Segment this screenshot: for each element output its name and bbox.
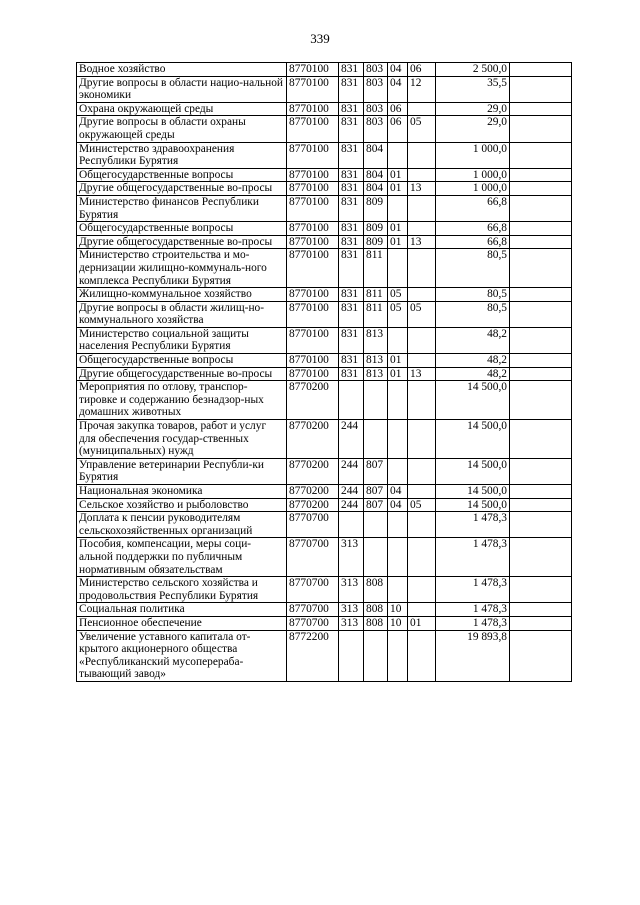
- row-vr-cell: 244: [339, 485, 364, 499]
- row-pr-cell: [408, 420, 436, 459]
- row-rz-cell: 06: [388, 116, 408, 142]
- row-csr-cell: 8770200: [287, 498, 339, 512]
- row-grbs-cell: 811: [364, 249, 388, 288]
- table-row: [77, 458, 572, 484]
- row-rz-cell: [388, 381, 408, 420]
- row-rz-cell: [388, 512, 408, 538]
- row-grbs-cell: 803: [364, 63, 388, 77]
- row-sum-cell: 1 478,3: [436, 603, 510, 617]
- table-row: [77, 301, 572, 327]
- row-pr-cell: [408, 381, 436, 420]
- row-vr-cell: 831: [339, 182, 364, 196]
- row-pr-cell: [408, 327, 436, 353]
- table-row: [77, 485, 572, 499]
- row-sum-cell: 14 500,0: [436, 498, 510, 512]
- row-empty-cell: [510, 603, 572, 617]
- row-name-cell: Общегосударственные вопросы: [77, 354, 287, 368]
- row-name-cell: Жилищно-коммунальное хозяйство: [77, 288, 287, 302]
- row-rz-cell: 04: [388, 76, 408, 102]
- row-rz-cell: [388, 458, 408, 484]
- row-empty-cell: [510, 168, 572, 182]
- row-name-cell: Общегосударственные вопросы: [77, 222, 287, 236]
- row-pr-cell: [408, 354, 436, 368]
- row-csr-cell: 8770100: [287, 168, 339, 182]
- row-name-cell: Другие вопросы в области охраны окружающей среды: [77, 116, 287, 142]
- row-pr-cell: [408, 249, 436, 288]
- row-grbs-cell: 811: [364, 301, 388, 327]
- row-csr-cell: 8770100: [287, 301, 339, 327]
- table-row: [77, 354, 572, 368]
- row-name-cell: Министерство строительства и мо-дернизации жилищно-коммуналь-ного комплекса Республики Бурятия: [77, 249, 287, 288]
- table-row: [77, 381, 572, 420]
- row-pr-cell: 05: [408, 116, 436, 142]
- table-row: [77, 249, 572, 288]
- row-vr-cell: 244: [339, 420, 364, 459]
- row-vr-cell: 831: [339, 367, 364, 381]
- row-vr-cell: 831: [339, 142, 364, 168]
- row-sum-cell: 14 500,0: [436, 458, 510, 484]
- row-csr-cell: 8770100: [287, 327, 339, 353]
- row-name-cell: Другие общегосударственные во-просы: [77, 367, 287, 381]
- row-empty-cell: [510, 630, 572, 681]
- row-sum-cell: 1 478,3: [436, 616, 510, 630]
- row-rz-cell: 06: [388, 102, 408, 116]
- row-vr-cell: 831: [339, 168, 364, 182]
- row-grbs-cell: 808: [364, 603, 388, 617]
- row-empty-cell: [510, 381, 572, 420]
- row-vr-cell: 313: [339, 616, 364, 630]
- row-pr-cell: 13: [408, 182, 436, 196]
- row-vr-cell: 831: [339, 63, 364, 77]
- row-name-cell: Национальная экономика: [77, 485, 287, 499]
- row-empty-cell: [510, 102, 572, 116]
- table-row: [77, 142, 572, 168]
- row-rz-cell: [388, 249, 408, 288]
- row-rz-cell: 10: [388, 616, 408, 630]
- row-vr-cell: 831: [339, 116, 364, 142]
- row-rz-cell: 01: [388, 367, 408, 381]
- row-csr-cell: 8770200: [287, 458, 339, 484]
- row-pr-cell: [408, 222, 436, 236]
- table-row: [77, 235, 572, 249]
- row-name-cell: Водное хозяйство: [77, 63, 287, 77]
- row-empty-cell: [510, 142, 572, 168]
- budget-table-body: [77, 63, 572, 682]
- row-pr-cell: [408, 195, 436, 221]
- row-vr-cell: 831: [339, 301, 364, 327]
- row-vr-cell: 831: [339, 102, 364, 116]
- row-empty-cell: [510, 616, 572, 630]
- row-grbs-cell: 808: [364, 577, 388, 603]
- row-vr-cell: 831: [339, 222, 364, 236]
- row-grbs-cell: 809: [364, 195, 388, 221]
- row-sum-cell: 14 500,0: [436, 420, 510, 459]
- row-pr-cell: 06: [408, 63, 436, 77]
- row-vr-cell: 831: [339, 235, 364, 249]
- row-empty-cell: [510, 367, 572, 381]
- row-csr-cell: 8770700: [287, 577, 339, 603]
- row-sum-cell: 1 000,0: [436, 142, 510, 168]
- row-sum-cell: 66,8: [436, 235, 510, 249]
- row-vr-cell: 244: [339, 458, 364, 484]
- row-pr-cell: 13: [408, 235, 436, 249]
- row-rz-cell: [388, 195, 408, 221]
- row-empty-cell: [510, 249, 572, 288]
- row-vr-cell: 831: [339, 195, 364, 221]
- row-grbs-cell: [364, 512, 388, 538]
- row-grbs-cell: [364, 630, 388, 681]
- row-csr-cell: 8770100: [287, 63, 339, 77]
- row-rz-cell: [388, 420, 408, 459]
- row-csr-cell: 8770100: [287, 354, 339, 368]
- table-row: [77, 512, 572, 538]
- row-rz-cell: 10: [388, 603, 408, 617]
- row-name-cell: Управление ветеринарии Республи-ки Бурятия: [77, 458, 287, 484]
- row-empty-cell: [510, 288, 572, 302]
- row-csr-cell: 8770100: [287, 142, 339, 168]
- row-rz-cell: [388, 327, 408, 353]
- row-csr-cell: 8772200: [287, 630, 339, 681]
- row-sum-cell: 35,5: [436, 76, 510, 102]
- row-grbs-cell: [364, 538, 388, 577]
- table-row: [77, 195, 572, 221]
- row-grbs-cell: 803: [364, 76, 388, 102]
- row-vr-cell: 313: [339, 538, 364, 577]
- row-sum-cell: 1 000,0: [436, 168, 510, 182]
- row-vr-cell: 313: [339, 603, 364, 617]
- table-row: [77, 420, 572, 459]
- row-rz-cell: 05: [388, 301, 408, 327]
- row-sum-cell: 1 478,3: [436, 577, 510, 603]
- row-empty-cell: [510, 195, 572, 221]
- row-empty-cell: [510, 116, 572, 142]
- row-sum-cell: 80,5: [436, 301, 510, 327]
- row-name-cell: Увеличение уставного капитала от-крытого акционерного общества «Республиканский мусоперераба-тывающий завод»: [77, 630, 287, 681]
- row-vr-cell: 244: [339, 498, 364, 512]
- row-name-cell: Пенсионное обеспечение: [77, 616, 287, 630]
- row-pr-cell: 05: [408, 301, 436, 327]
- row-sum-cell: 1 478,3: [436, 512, 510, 538]
- row-sum-cell: 1 478,3: [436, 538, 510, 577]
- row-empty-cell: [510, 538, 572, 577]
- row-grbs-cell: 808: [364, 616, 388, 630]
- row-sum-cell: 80,5: [436, 249, 510, 288]
- row-sum-cell: 2 500,0: [436, 63, 510, 77]
- row-sum-cell: 48,2: [436, 354, 510, 368]
- row-vr-cell: [339, 630, 364, 681]
- row-name-cell: Доплата к пенсии руководителям сельскохозяйственных организаций: [77, 512, 287, 538]
- row-csr-cell: 8770100: [287, 249, 339, 288]
- row-csr-cell: 8770700: [287, 512, 339, 538]
- row-grbs-cell: 807: [364, 485, 388, 499]
- row-empty-cell: [510, 301, 572, 327]
- row-csr-cell: 8770700: [287, 616, 339, 630]
- table-row: [77, 182, 572, 196]
- row-csr-cell: 8770200: [287, 381, 339, 420]
- table-row: [77, 616, 572, 630]
- row-csr-cell: 8770700: [287, 603, 339, 617]
- row-sum-cell: 66,8: [436, 195, 510, 221]
- row-csr-cell: 8770200: [287, 485, 339, 499]
- row-grbs-cell: 803: [364, 116, 388, 142]
- row-empty-cell: [510, 63, 572, 77]
- row-rz-cell: 01: [388, 235, 408, 249]
- row-rz-cell: 04: [388, 63, 408, 77]
- page-number: 339: [310, 31, 330, 46]
- row-grbs-cell: 804: [364, 168, 388, 182]
- row-sum-cell: 80,5: [436, 288, 510, 302]
- row-pr-cell: 05: [408, 498, 436, 512]
- table-row: [77, 630, 572, 681]
- row-rz-cell: 01: [388, 354, 408, 368]
- row-grbs-cell: [364, 381, 388, 420]
- row-empty-cell: [510, 420, 572, 459]
- row-sum-cell: 29,0: [436, 102, 510, 116]
- row-vr-cell: 831: [339, 288, 364, 302]
- row-empty-cell: [510, 222, 572, 236]
- row-grbs-cell: 804: [364, 182, 388, 196]
- table-row: [77, 76, 572, 102]
- row-vr-cell: 831: [339, 249, 364, 288]
- row-grbs-cell: 813: [364, 327, 388, 353]
- row-sum-cell: 14 500,0: [436, 485, 510, 499]
- table-row: [77, 222, 572, 236]
- row-grbs-cell: 803: [364, 102, 388, 116]
- row-rz-cell: [388, 577, 408, 603]
- row-grbs-cell: 809: [364, 222, 388, 236]
- row-pr-cell: [408, 603, 436, 617]
- row-grbs-cell: 804: [364, 142, 388, 168]
- row-empty-cell: [510, 498, 572, 512]
- row-pr-cell: 13: [408, 367, 436, 381]
- row-empty-cell: [510, 235, 572, 249]
- row-name-cell: Другие общегосударственные во-просы: [77, 235, 287, 249]
- row-rz-cell: 01: [388, 222, 408, 236]
- row-rz-cell: 01: [388, 168, 408, 182]
- row-name-cell: Прочая закупка товаров, работ и услуг для обеспечения государ-ственных (муниципальных) нужд: [77, 420, 287, 459]
- row-name-cell: Другие вопросы в области нацио-нальной экономики: [77, 76, 287, 102]
- row-pr-cell: [408, 577, 436, 603]
- table-row: [77, 367, 572, 381]
- row-pr-cell: [408, 168, 436, 182]
- row-rz-cell: [388, 630, 408, 681]
- row-sum-cell: 48,2: [436, 367, 510, 381]
- row-csr-cell: 8770100: [287, 102, 339, 116]
- table-row: [77, 603, 572, 617]
- row-rz-cell: 04: [388, 485, 408, 499]
- row-csr-cell: 8770100: [287, 195, 339, 221]
- row-name-cell: Министерство сельского хозяйства и продовольствия Республики Бурятия: [77, 577, 287, 603]
- row-name-cell: Общегосударственные вопросы: [77, 168, 287, 182]
- row-rz-cell: 04: [388, 498, 408, 512]
- row-name-cell: Другие вопросы в области жилищ-но-коммунального хозяйства: [77, 301, 287, 327]
- row-rz-cell: [388, 538, 408, 577]
- row-name-cell: Другие общегосударственные во-просы: [77, 182, 287, 196]
- table-row: [77, 327, 572, 353]
- row-grbs-cell: 813: [364, 367, 388, 381]
- row-sum-cell: 19 893,8: [436, 630, 510, 681]
- row-name-cell: Социальная политика: [77, 603, 287, 617]
- row-pr-cell: 01: [408, 616, 436, 630]
- row-vr-cell: 313: [339, 577, 364, 603]
- row-empty-cell: [510, 327, 572, 353]
- row-csr-cell: 8770100: [287, 235, 339, 249]
- row-sum-cell: 1 000,0: [436, 182, 510, 196]
- row-name-cell: Министерство финансов Республики Бурятия: [77, 195, 287, 221]
- row-csr-cell: 8770700: [287, 538, 339, 577]
- row-empty-cell: [510, 485, 572, 499]
- table-row: [77, 168, 572, 182]
- row-pr-cell: [408, 512, 436, 538]
- row-csr-cell: 8770100: [287, 116, 339, 142]
- row-name-cell: Сельское хозяйство и рыболовство: [77, 498, 287, 512]
- row-sum-cell: 14 500,0: [436, 381, 510, 420]
- row-grbs-cell: 813: [364, 354, 388, 368]
- row-grbs-cell: 807: [364, 498, 388, 512]
- row-rz-cell: 01: [388, 182, 408, 196]
- row-rz-cell: [388, 142, 408, 168]
- row-empty-cell: [510, 76, 572, 102]
- row-pr-cell: 12: [408, 76, 436, 102]
- row-rz-cell: 05: [388, 288, 408, 302]
- table-row: [77, 577, 572, 603]
- row-csr-cell: 8770200: [287, 420, 339, 459]
- row-csr-cell: 8770100: [287, 367, 339, 381]
- row-name-cell: Министерство социальной защиты населения Республики Бурятия: [77, 327, 287, 353]
- row-vr-cell: 831: [339, 76, 364, 102]
- row-pr-cell: [408, 458, 436, 484]
- table-row: [77, 102, 572, 116]
- table-row: [77, 288, 572, 302]
- table-row: [77, 63, 572, 77]
- row-grbs-cell: 809: [364, 235, 388, 249]
- row-name-cell: Министерство здравоохранения Республики Бурятия: [77, 142, 287, 168]
- row-grbs-cell: 807: [364, 458, 388, 484]
- row-pr-cell: [408, 485, 436, 499]
- row-vr-cell: [339, 512, 364, 538]
- row-name-cell: Охрана окружающей среды: [77, 102, 287, 116]
- table-row: [77, 116, 572, 142]
- row-empty-cell: [510, 182, 572, 196]
- row-pr-cell: [408, 142, 436, 168]
- row-sum-cell: 29,0: [436, 116, 510, 142]
- row-pr-cell: [408, 538, 436, 577]
- row-vr-cell: [339, 381, 364, 420]
- row-vr-cell: 831: [339, 354, 364, 368]
- row-sum-cell: 48,2: [436, 327, 510, 353]
- row-csr-cell: 8770100: [287, 76, 339, 102]
- row-name-cell: Мероприятия по отлову, транспор-тировке и содержанию безнадзор-ных домашних животных: [77, 381, 287, 420]
- row-sum-cell: 66,8: [436, 222, 510, 236]
- row-empty-cell: [510, 512, 572, 538]
- table-row: [77, 538, 572, 577]
- row-pr-cell: [408, 288, 436, 302]
- row-name-cell: Пособия, компенсации, меры соци-альной поддержки по публичным нормативным обязательствам: [77, 538, 287, 577]
- table-row: [77, 498, 572, 512]
- row-empty-cell: [510, 458, 572, 484]
- row-empty-cell: [510, 577, 572, 603]
- row-grbs-cell: 811: [364, 288, 388, 302]
- row-grbs-cell: [364, 420, 388, 459]
- row-empty-cell: [510, 354, 572, 368]
- budget-table: [76, 62, 572, 682]
- row-csr-cell: 8770100: [287, 182, 339, 196]
- row-pr-cell: [408, 102, 436, 116]
- row-pr-cell: [408, 630, 436, 681]
- row-vr-cell: 831: [339, 327, 364, 353]
- row-csr-cell: 8770100: [287, 288, 339, 302]
- row-csr-cell: 8770100: [287, 222, 339, 236]
